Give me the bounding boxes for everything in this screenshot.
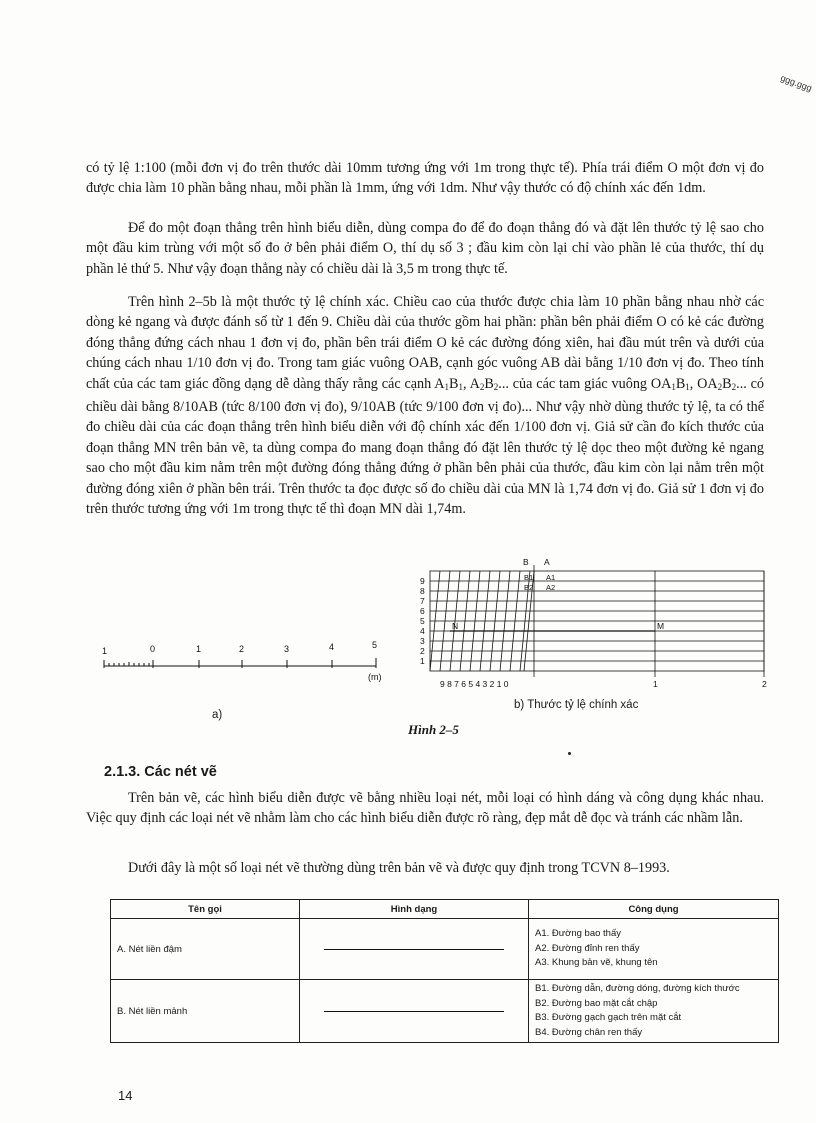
row-number: 5 (420, 616, 425, 626)
line-types-table (110, 899, 779, 1043)
scale-tick-label: 1 (196, 644, 202, 654)
point-label-n: N (452, 621, 459, 631)
line-name-cell: B. Nét liền mảnh (111, 980, 300, 1043)
section-title: 2.1.3. Các nét vẽ (104, 764, 217, 780)
figure-a-label: a) (212, 709, 223, 721)
stray-dot (568, 752, 571, 755)
scale-unit-label: (m) (368, 672, 382, 682)
usage-item: B3. Đường gạch gạch trên mặt cắt (535, 1012, 682, 1023)
scale-tick-label: 1 (102, 646, 108, 656)
table-row (111, 980, 779, 1043)
paragraph-measure-method: Để đo một đoạn thẳng trên hình biểu diễn, dùng compa đo để đo đoạn thẳng đó và đặt lên thước tỷ lệ sao cho một đầu kim trùng với một số đo ở bên phải điểm O, thí dụ số 3 ; đầu kim còn lại chỉ vào phần lẻ của thước, thí dụ phần lẻ thứ 5. Như vậy đoạn thẳng này có chiều dài là 3,5 m trong thực tế. (86, 220, 764, 277)
paragraph-line-types-standard: Dưới đây là một số loại nét vẽ thường dùng trên bản vẽ và được quy định trong TCVN 8–1993. (128, 860, 670, 876)
row-number: 1 (420, 656, 425, 666)
line-usage-cell (529, 980, 779, 1043)
column-header-shape: Hình dạng (300, 900, 529, 919)
point-label-b2: B2 (524, 583, 534, 592)
point-label-b: B (523, 557, 529, 567)
paragraph-scale-intro: có tỷ lệ 1:100 (mỗi đơn vị đo trên thước dài 10mm tương ứng với 1m trong thực tế). Phía trái điểm O một đơn vị đo được chia làm 10 phần bằng nhau, mỗi phần là 1mm, ứng với 1dm. Như vậy thước có độ chính xác đến 1dm. (86, 160, 764, 197)
usage-item: B4. Đường chân ren thấy (535, 1026, 643, 1038)
usage-item: B2. Đường bao mặt cắt chập (535, 997, 658, 1009)
scale-tick-label: 0 (150, 644, 156, 654)
usage-item: B1. Đường dẫn, đường dóng, đường kích thước (535, 983, 740, 994)
corner-stamp: ggg.ggg (779, 72, 814, 94)
bottom-scale-label: 9 8 7 6 5 4 3 2 1 0 (440, 679, 509, 689)
paragraph-precise-scale: Trên hình 2–5b là một thước tỷ lệ chính xác. Chiều cao của thước được chia làm 10 phần bằng nhau nhờ các dòng kẻ ngang và được đánh số từ 1 đến 9. Chiều dài của thước gồm hai phần: phần bên phải điểm O có kẻ các đường đóng thẳng đứng cách nhau 1 đơn vị đo, phần bên trái điểm O kẻ các đường đóng xiên, hai đầu mút trên và dưới của chúng cách nhau 1/10 đơn vị đo. Trong tam giác vuông OAB, cạnh góc vuông AB dài bằng 1/10 đơn vị đo. Theo tính chất của các tam giác đồng dạng dễ dàng thấy rằng các cạnh $A_1B_1$, $A_2B_2$... của các tam giác vuông $OA_1B_1$, $OA_2B_2$... có chiều dài bằng 8/10AB (tức 8/100 đơn vị đo), 9/10AB (tức 9/100 đơn vị đo)... Như vậy nhờ dùng thước tỷ lệ, ta có thể đo chiều dài của các đoạn thẳng trên hình biểu diễn với độ chính xác đến 1/100 đơn vị. Giả sử cần đo kích thước của đoạn thẳng MN trên bản vẽ, ta dùng compa đo mang đoạn thẳng đó đặt lên thước tỷ lệ dọc theo một đường kẻ ngang sao cho một đầu kim nằm trên một đường đóng thẳng đứng ở phần bên phải của thước, đầu kim còn lại nằm trên một đường đóng xiên ở phần bên trái. Trên thước ta đọc được số đo chiều dài của MN là 1,74 đơn vị đo. Giả sử 1 đơn vị đo trên thước tương ứng với 1m trong thực tế thì đoạn MN dài 1,74m. (86, 294, 764, 518)
scale-tick-label: 2 (239, 644, 245, 654)
page-number: 14 (118, 1088, 133, 1103)
precision-scale-figure (410, 555, 780, 695)
row-number: 8 (420, 586, 425, 596)
row-number: 3 (420, 636, 425, 646)
scale-tick-label: 5 (372, 640, 378, 650)
table-header-row (111, 900, 779, 919)
row-number: 9 (420, 576, 425, 586)
row-number: 4 (420, 626, 425, 636)
point-label-m: M (657, 621, 665, 631)
line-usage-cell (529, 919, 779, 980)
bottom-scale-label: 1 (653, 679, 658, 689)
thin-line-sample (324, 1011, 504, 1012)
scale-tick-label: 3 (284, 644, 290, 654)
thick-line-sample (324, 949, 504, 950)
usage-item: A3. Khung bản vẽ, khung tên (535, 957, 658, 969)
table-row (111, 919, 779, 980)
paragraph-line-types-intro: Trên bản vẽ, các hình biểu diễn được vẽ bằng nhiều loại nét, mỗi loại có hình dáng và công dụng khác nhau. Việc quy định các loại nét vẽ nhằm làm cho các hình biểu diễn được rõ ràng, đẹp mắt dễ đọc và tránh các nhầm lẫn. (86, 790, 764, 827)
line-shape-cell (300, 980, 529, 1043)
simple-scale-figure (100, 636, 390, 686)
column-header-usage: Công dụng (529, 900, 779, 919)
usage-item: A2. Đường đỉnh ren thấy (535, 942, 640, 954)
line-shape-cell (300, 919, 529, 980)
column-header-name: Tên gọi (111, 900, 300, 919)
bottom-scale-label: 2 (762, 679, 767, 689)
point-label-b1: B1 (524, 573, 534, 582)
row-number: 7 (420, 596, 425, 606)
row-number: 2 (420, 646, 425, 656)
point-label-a2: A2 (546, 583, 556, 592)
point-label-a: A (544, 557, 550, 567)
usage-item: A1. Đường bao thấy (535, 928, 622, 940)
point-label-a1: A1 (546, 573, 556, 582)
figure-caption: Hình 2–5 (408, 722, 459, 737)
row-number: 6 (420, 606, 425, 616)
figure-b-label: b) Thước tỷ lệ chính xác (514, 699, 639, 711)
line-name-cell: A. Nét liền đậm (111, 919, 300, 980)
scale-tick-label: 4 (329, 642, 335, 652)
